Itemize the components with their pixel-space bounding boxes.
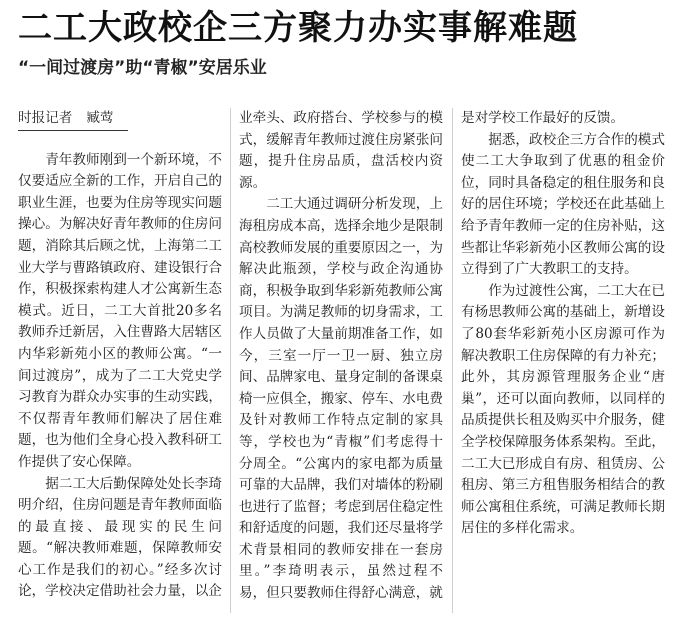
article-column-1 [18,108,222,613]
byline-author: 臧莺 [86,110,114,126]
subheadline: “一间过渡房”助“青椒”安居乐业 [18,58,267,78]
article-paragraph: 青年教师刚到一个新环境，不仅要适应全新的工作，开启自己的职业生涯，也要为住房等现实问题操心。为解决好青年教师的住房问题，消除其后顾之忧，上海第二工业大学与曹路镇政府、建设银行合作，积极探索构建人才公寓新生态模式。近日，二工大首批20多名教师乔迁新居，入住曹路大居辖区内华彩新苑小区的教师公寓。“一间过渡房”，成为了二工大党史学习教育为群众办实事的生动实践，不仅帮青年教师们解决了居住难题，也为他们全身心投入教科研工作提供了安心保障。 [18,151,222,470]
article-column-3 [461,108,665,613]
article-paragraph: 据悉，政校企三方合作的模式使二工大争取到了优惠的租金价位，同时具备稳定的租住服务和良好的居住环境；学校还在此基础上给予青年教师一定的住房补贴，这些都让华彩新苑小区教师公寓的设立得到了广大教职工的支持。 [461,131,665,278]
article-paragraph: 二工大通过调研分析发现，上海租房成本高，选择余地少是限制高校教师发展的重要原因之一，为解决此瓶颈，学校与政企沟通协商，积极争取到华彩新苑教师公寓项目。为满足教师的切身需求，工作人员做了大量前期准备工作，如今，三室一厅一卫一厨、独立房间、品牌家电、量身定制的备课桌椅一应俱全，搬家、停车、水电费及针对教师工作特点定制的家具等，学校也为“青椒”们考虑得十分周全。“公寓内的家电都为质量可靠的大品牌，我们对墙体的粉刷也进行了监督；考虑到居住稳定性和舒适度的问题，我们还尽量将学术背景相同的教师安排在一套房里。”李琦明表示，虽然过程不易，但只要教师住得舒心满意，就 [239,196,443,602]
byline [18,108,128,131]
column-divider [452,108,453,613]
article-text-part-3 [461,108,665,540]
article-text-part-1 [18,150,222,603]
article-paragraph: 作为过渡性公寓，二工大在已有杨思教师公寓的基础上，新增设了80套华彩新苑小区房源可作为解决教职工住房保障的有力补充；此外，其房源管理服务企业“唐巢”，还可以面向教师，以同样的品质提供长租及购买中介服务，健全学校保障服务体系架构。至此，二工大已形成自有房、租赁房、公租房、第三方租售服务相结合的教师公寓租住系统，可满足教师长期居住的多样化需求。 [461,282,665,537]
headline: 二工大政校企三方聚力办实事解难题 [18,8,578,48]
article-text-part-2 [239,108,443,605]
byline-label: 时报记者 [18,110,73,126]
article-column-2 [239,108,443,613]
article-paragraph: 是对学校工作最好的反馈。 [461,110,625,126]
article-paragraph: 业牵头、政府搭台、学校参与的模式，缓解青年教师过渡住房紧张问题，提升住房品质，盘活校内资源。 [239,110,443,191]
article-paragraph: 据二工大后勤保障处处长李琦明介绍，住房问题是青年教师面临的最直接、最现实的民生问题。“解决教师难题，保障教师安心工作是我们的初心。”经多次讨论，学校决定借助社会力量，以企 [18,475,222,600]
column-divider [230,108,231,613]
